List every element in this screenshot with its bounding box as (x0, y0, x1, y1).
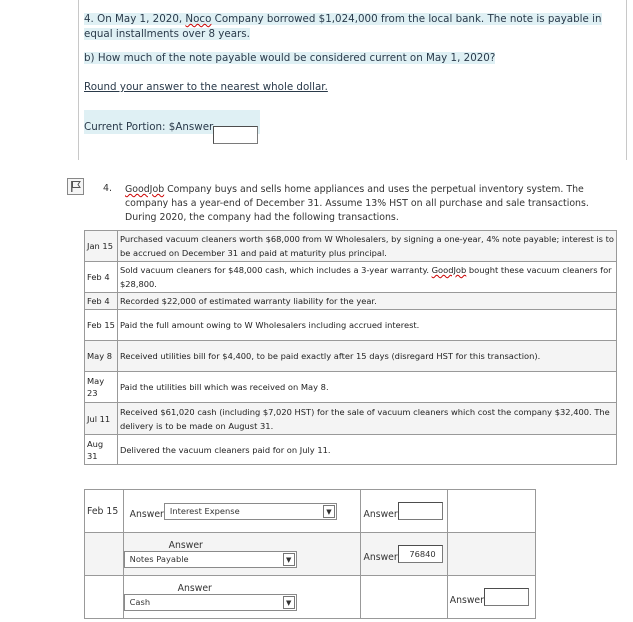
journal-credit-cell (447, 576, 535, 619)
transaction-text: Purchased vacuum cleaners worth $68,000 from W Wholesalers, by signing a one-year, 4% note payable; interest is to be accrued on December 31 and paid at maturity plus principal. (118, 231, 617, 262)
company-name: Noco (185, 13, 212, 25)
transaction-text: Paid the full amount owing to W Wholesalers including accrued interest. (118, 310, 617, 341)
table-row (85, 403, 617, 435)
transaction-text: Received utilities bill for $4,400, to be paid exactly after 15 days (disregard HST for this transaction). (118, 341, 617, 372)
transaction-date: May 8 (85, 341, 118, 372)
question-number: 4. (103, 183, 112, 194)
answer-label: Answer (449, 595, 484, 606)
answer-label: Answer (129, 508, 164, 520)
answer-label: Answer (168, 540, 203, 551)
company-name: GoodJob (431, 265, 467, 275)
answer-label: Answer (177, 583, 212, 594)
chevron-down-icon: ▼ (283, 596, 295, 609)
current-portion-input[interactable] (213, 126, 258, 144)
journal-credit-cell (447, 533, 535, 576)
question-b-text: 4. On May 1, 2020, Noco Company borrowed $1,024,000 from the local bank. The note is payable in equal installments over 8 years. (84, 13, 602, 40)
transaction-date: Feb 4 (85, 262, 118, 293)
table-row (85, 372, 617, 403)
transaction-text: Received $61,020 cash (including $7,020 HST) for the sale of vacuum cleaners which cost the company $32,400. The delivery is to be made on August 31. (118, 403, 617, 435)
account-select[interactable]: Cash ▼ (124, 594, 297, 611)
table-row (85, 231, 617, 262)
transaction-text: Paid the utilities bill which was received on May 8. (118, 372, 617, 403)
table-row (85, 341, 617, 372)
answer-label: Answer (175, 121, 214, 133)
current-portion-row (84, 110, 260, 134)
transaction-date: Jan 15 (85, 231, 118, 262)
question-intro: GoodJob Company buys and sells home appliances and uses the perpetual inventory system. The company has a year-end of December 31. Assume 13% HST on all purchase and sale transactions. During 2020, the company had the following transactions. (125, 184, 589, 223)
journal-date (85, 576, 124, 619)
journal-row (85, 490, 536, 533)
journal-debit-cell (361, 533, 447, 576)
journal-debit-cell (361, 490, 447, 533)
transactions-table (84, 230, 617, 465)
table-row (85, 293, 617, 310)
transaction-text: Delivered the vacuum cleaners paid for on July 11. (118, 435, 617, 465)
transaction-text: Recorded $22,000 of estimated warranty liability for the year. (118, 293, 617, 310)
chevron-down-icon: ▼ (283, 553, 295, 566)
transaction-date: Jul 11 (85, 403, 118, 435)
debit-input[interactable] (398, 502, 443, 520)
answer-label: Answer (363, 552, 398, 563)
transaction-date: May 23 (85, 372, 118, 403)
journal-row (85, 576, 536, 619)
journal-credit-cell (447, 490, 535, 533)
transaction-text: Sold vacuum cleaners for $48,000 cash, which includes a 3-year warranty. GoodJob bought these vacuum cleaners for $28,800. (118, 262, 617, 293)
transaction-date: Feb 15 (85, 310, 118, 341)
journal-entry-table (84, 489, 536, 619)
company-name: GoodJob (125, 184, 165, 195)
journal-row (85, 533, 536, 576)
account-select[interactable]: Interest Expense ▼ (164, 503, 337, 520)
transaction-date: Aug 31 (85, 435, 118, 465)
debit-input[interactable]: 76840 (398, 545, 443, 563)
table-row (85, 435, 617, 465)
account-select[interactable]: Notes Payable ▼ (124, 551, 297, 568)
journal-date: Feb 15 (85, 490, 124, 533)
journal-account-cell (123, 533, 361, 576)
journal-debit-cell (361, 576, 447, 619)
question-b-sub: b) How much of the note payable would be considered current on May 1, 2020? (84, 52, 496, 64)
flag-icon (70, 180, 82, 193)
chevron-down-icon: ▼ (323, 505, 335, 518)
journal-account-cell (123, 576, 361, 619)
journal-date (85, 533, 124, 576)
answer-label: Answer (363, 509, 398, 520)
journal-account-cell (123, 490, 361, 533)
flag-question-button[interactable] (67, 178, 84, 195)
current-portion-label: Current Portion: $ (84, 121, 176, 133)
table-row (85, 310, 617, 341)
transaction-date: Feb 4 (85, 293, 118, 310)
credit-input[interactable] (484, 588, 529, 606)
table-row (85, 262, 617, 293)
rounding-note: Round your answer to the nearest whole dollar. (84, 81, 328, 93)
